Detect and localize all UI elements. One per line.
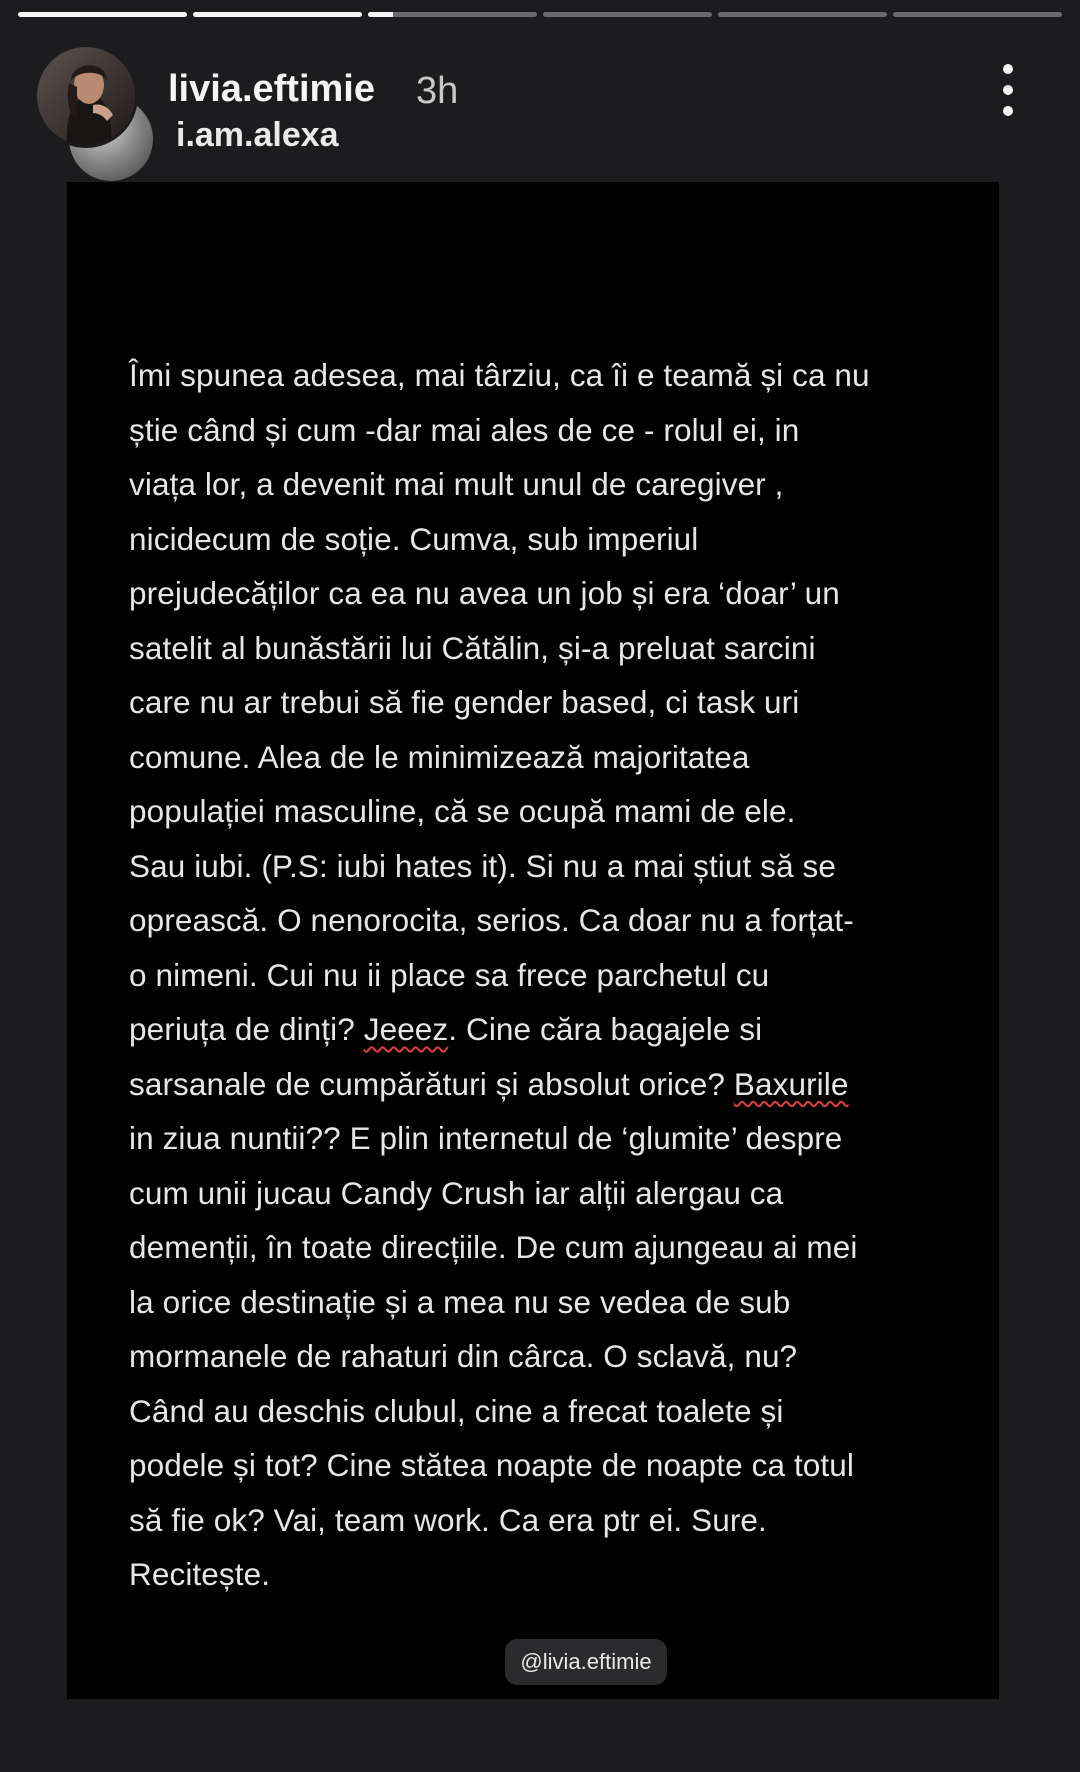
text-line xyxy=(129,1166,929,1221)
progress-segment xyxy=(718,12,887,17)
text-run: la orice destinație și a mea nu se vedea de sub xyxy=(129,1283,791,1320)
text-run: să fie ok? Vai, team work. Ca era ptr ei. Sure. xyxy=(129,1501,767,1538)
text-line xyxy=(129,1493,929,1548)
text-line xyxy=(129,1111,929,1166)
text-line xyxy=(129,1002,929,1057)
text-run: sarsanale de cumpărături și absolut orice? xyxy=(129,1065,734,1102)
story-post-card xyxy=(67,182,999,1699)
more-options-button[interactable] xyxy=(990,60,1026,120)
text-run: demenții, în toate direcțiile. De cum ajungeau ai mei xyxy=(129,1229,858,1265)
more-vertical-icon xyxy=(1003,85,1013,95)
text-run: periuța de dinți? xyxy=(129,1011,364,1047)
text-run: mormanele de rahaturi din cârca. O sclavă, nu? xyxy=(129,1338,798,1374)
text-run: știe când și cum -dar mai ales de ce - rolul ei, in xyxy=(129,411,800,448)
story-progress-bar xyxy=(18,12,1062,17)
text-run: care nu ar trebui să fie gender based, ci task uri xyxy=(129,684,800,720)
text-run: comune. Alea de le minimizează majoritatea xyxy=(129,738,750,775)
story-header xyxy=(0,40,1080,180)
text-line xyxy=(129,566,929,621)
text-line xyxy=(129,1438,929,1493)
text-line xyxy=(129,675,929,730)
progress-segment-fill xyxy=(368,12,393,17)
text-line xyxy=(129,784,929,839)
mention-label: @livia.eftimie xyxy=(520,1649,652,1674)
text-line xyxy=(129,403,929,458)
text-run: Îmi spunea adesea, mai târziu, ca îi e teamă și ca nu xyxy=(129,357,870,393)
progress-segment xyxy=(18,12,187,17)
progress-segment xyxy=(893,12,1062,17)
progress-segment xyxy=(193,12,362,17)
text-line xyxy=(129,893,929,948)
text-line xyxy=(129,1329,929,1384)
progress-segment-fill xyxy=(18,12,187,17)
post-body-text xyxy=(129,348,929,1602)
text-line xyxy=(129,948,929,1003)
text-line xyxy=(129,1275,929,1330)
text-run: . Cine căra bagajele si xyxy=(448,1011,763,1047)
text-run: in ziua nuntii?? E plin internetul de ‘glumite’ despre xyxy=(129,1120,843,1156)
text-line xyxy=(129,348,929,403)
text-run: viața lor, a devenit mai mult unul de caregiver , xyxy=(129,466,784,502)
mention-sticker[interactable] xyxy=(505,1639,667,1685)
progress-segment xyxy=(368,12,537,17)
avatar-photo-icon xyxy=(37,47,135,145)
text-line xyxy=(129,1547,929,1602)
text-line xyxy=(129,839,929,894)
text-run: prejudecăților ca ea nu avea un job și era ‘doar’ un xyxy=(129,575,840,611)
misspelled-word: Baxurile xyxy=(733,1065,849,1102)
more-vertical-icon xyxy=(1003,64,1013,74)
progress-segment xyxy=(543,12,712,17)
progress-segment-fill xyxy=(193,12,362,17)
text-run: oprească. O nenorocita, serios. Ca doar nu a forțat- xyxy=(129,902,854,938)
text-line xyxy=(129,621,929,676)
text-line xyxy=(129,730,929,785)
text-run: cum unii jucau Candy Crush iar alții alergau ca xyxy=(129,1174,784,1211)
text-run: o nimeni. Cui nu ii place sa frece parchetul cu xyxy=(129,956,770,993)
text-line xyxy=(129,457,929,512)
text-line xyxy=(129,1384,929,1439)
text-line xyxy=(129,1220,929,1275)
text-line xyxy=(129,512,929,567)
misspelled-word: Jeeez xyxy=(363,1011,449,1047)
text-run: populației masculine, că se ocupă mami de ele. xyxy=(129,793,796,829)
text-run: nicidecum de soție. Cumva, sub imperiul xyxy=(129,520,699,557)
username[interactable]: livia.eftimie xyxy=(168,68,375,110)
post-time: 3h xyxy=(416,70,459,112)
avatar[interactable] xyxy=(34,44,138,148)
text-run: satelit al bunăstării lui Cătălin, și-a preluat sarcini xyxy=(129,629,816,666)
more-vertical-icon xyxy=(1003,106,1013,116)
sub-username[interactable]: i.am.alexa xyxy=(176,116,339,154)
text-run: Sau iubi. (P.S: iubi hates it). Si nu a mai știut să se xyxy=(129,847,837,884)
text-run: podele și tot? Cine stătea noapte de noapte ca totul xyxy=(129,1447,854,1483)
text-run: Recitește. xyxy=(129,1556,271,1592)
text-line xyxy=(129,1057,929,1112)
text-run: Când au deschis clubul, cine a frecat toalete și xyxy=(129,1392,784,1429)
